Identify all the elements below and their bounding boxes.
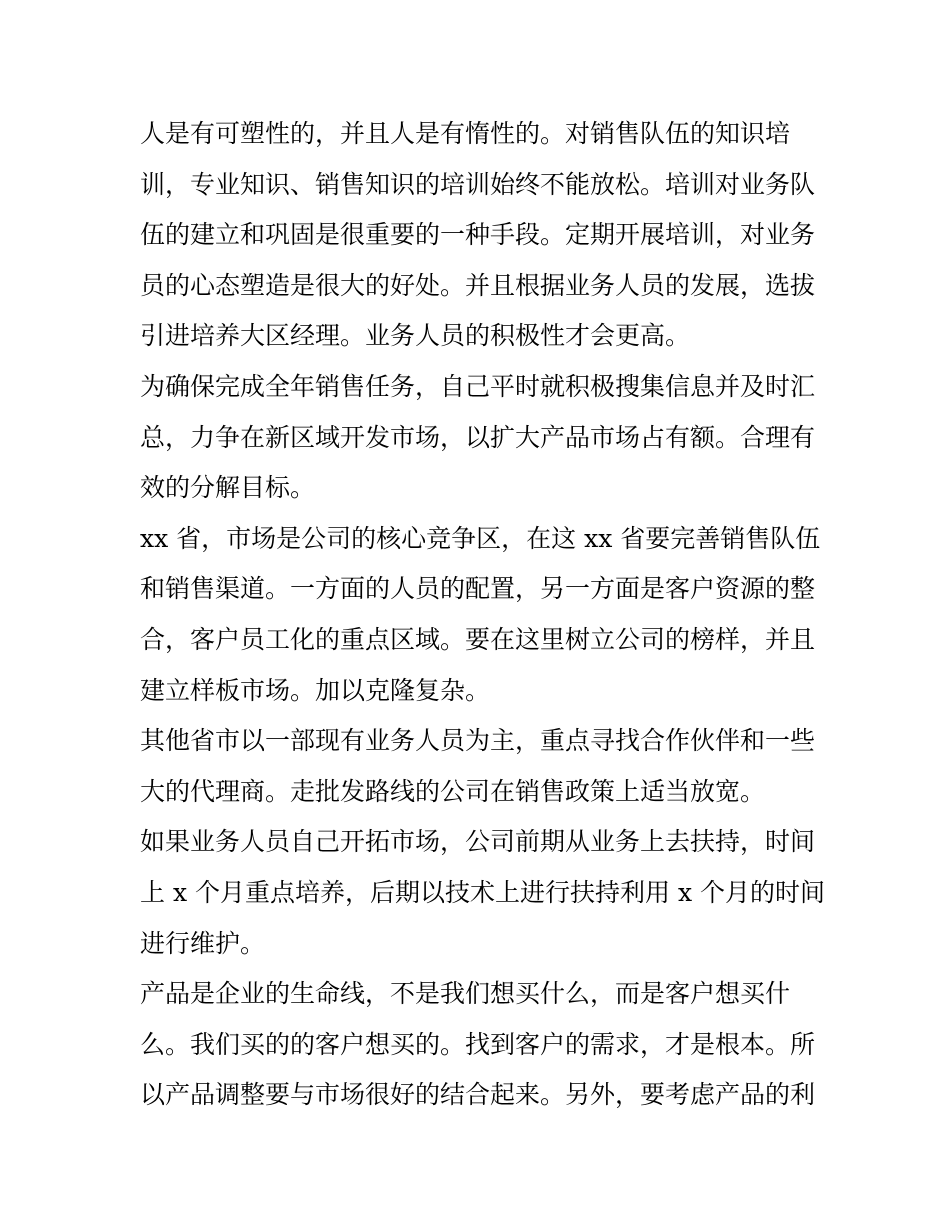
- text-line: 伍的建立和巩固是很重要的一种手段。定期开展培训，对业务: [140, 220, 816, 250]
- text-line: 进行维护。: [140, 928, 266, 958]
- text-line: 大的代理商。走批发路线的公司在销售政策上适当放宽。: [140, 776, 766, 806]
- text-line: 为确保完成全年销售任务，自己平时就积极搜集信息并及时汇: [140, 371, 816, 401]
- text-line: 和销售渠道。一方面的人员的配置，另一方面是客户资源的整: [140, 574, 816, 604]
- text-line: 效的分解目标。: [140, 473, 316, 503]
- text-line: 训，专业知识、销售知识的培训始终不能放松。培训对业务队: [140, 169, 816, 199]
- text-line: 人是有可塑性的，并且人是有惰性的。对销售队伍的知识培: [140, 119, 791, 148]
- text-line: 建立样板市场。加以克隆复杂。: [140, 675, 491, 705]
- text-line: 上 x 个月重点培养，后期以技术上进行扶持利用 x 个月的时间: [140, 877, 825, 907]
- text-line: xx 省，市场是公司的核心竞争区，在这 xx 省要完善销售队伍: [140, 523, 821, 553]
- text-line: 员的心态塑造是很大的好处。并且根据业务人员的发展，选拔: [140, 270, 816, 300]
- text-line: 总，力争在新区域开发市场，以扩大产品市场占有额。合理有: [140, 422, 816, 452]
- text-line: 合，客户员工化的重点区域。要在这里树立公司的榜样，并且: [140, 624, 816, 654]
- text-line: 如果业务人员自己开拓市场，公司前期从业务上去扶持，时间: [140, 827, 816, 857]
- document-body: [140, 109, 825, 1121]
- text-line: 以产品调整要与市场很好的结合起来。另外，要考虑产品的利: [140, 1080, 816, 1110]
- text-line: 引进培养大区经理。业务人员的积极性才会更高。: [140, 321, 691, 351]
- text-line: 产品是企业的生命线，不是我们想买什么，而是客户想买什: [140, 979, 791, 1009]
- text-line: 其他省市以一部现有业务人员为主，重点寻找合作伙伴和一些: [140, 726, 816, 756]
- text-line: 么。我们买的的客户想买的。找到客户的需求，才是根本。所: [140, 1029, 816, 1059]
